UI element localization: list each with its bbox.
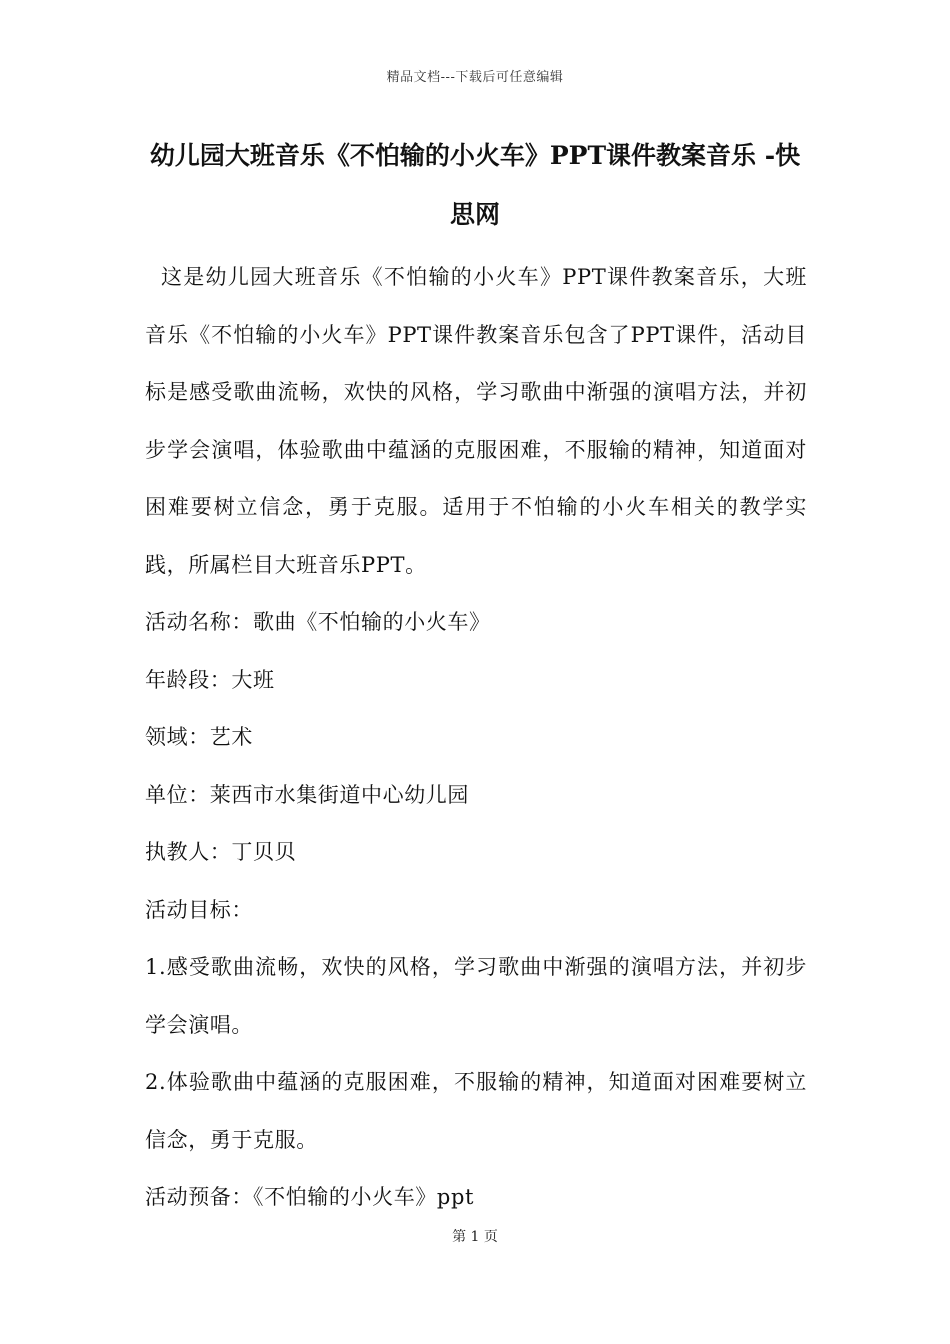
domain-line: 领域：艺术 — [145, 725, 253, 749]
teacher-line: 执教人：丁贝贝 — [145, 840, 297, 864]
activity-name-line: 活动名称：歌曲《不怕输的小火车》 — [145, 610, 491, 634]
document-title: 幼儿园大班音乐《不怕输的小火车》PPT课件教案音乐 -快思网 — [149, 141, 801, 229]
objectives-heading: 活动目标： — [145, 897, 253, 922]
objective-item-2: 2.体验歌曲中蕴涵的克服困难，不服输的精神，知道面对困难要树立信念，勇于克服。 — [145, 1070, 807, 1152]
document-body — [145, 249, 807, 1227]
preparation-line: 活动预备：《不怕输的小火车》ppt — [145, 1185, 475, 1209]
intro-paragraph: 这是幼儿园大班音乐《不怕输的小火车》PPT课件教案音乐，大班音乐《不怕输的小火车》PPT课件教案音乐包含了PPT课件，活动目标是感受歌曲流畅，欢快的风格，学习歌曲中渐强的演唱方法，并初步学会演唱，体验歌曲中蕴涵的克服困难，不服输的精神，知道面对困难要树立信念，勇于克服。适用于不怕输的小火车相关的教学实践，所属栏目大班音乐PPT。 — [145, 265, 807, 577]
page-header-note: 精品文档---下载后可任意编辑 — [386, 70, 564, 85]
page-number: 第 1 页 — [452, 1229, 498, 1245]
organization-line: 单位：莱西市水集街道中心幼儿园 — [145, 782, 469, 807]
age-group-line: 年龄段：大班 — [145, 667, 275, 692]
objective-item-1: 1.感受歌曲流畅，欢快的风格，学习歌曲中渐强的演唱方法，并初步学会演唱。 — [145, 955, 807, 1037]
